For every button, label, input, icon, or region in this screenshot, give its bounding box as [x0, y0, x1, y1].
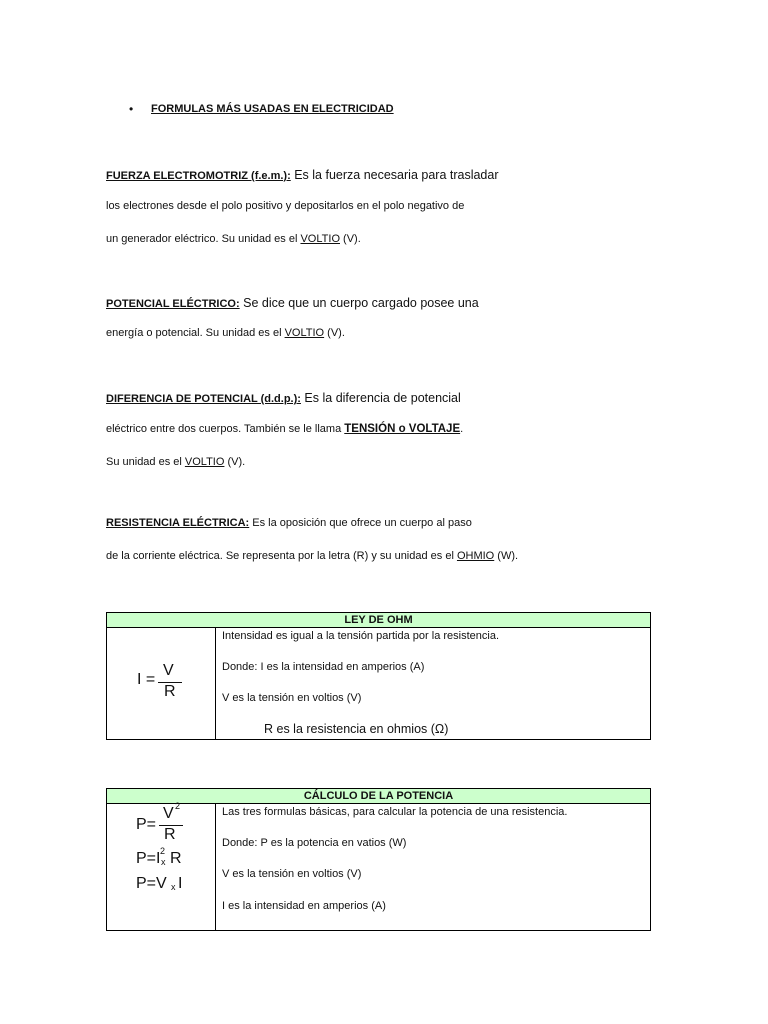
ohm-formula-denominator: R: [164, 683, 176, 700]
fem-paragraph-line1: [106, 166, 499, 184]
ohm-line2: Donde: I es la intensidad en amperios (A): [222, 661, 425, 673]
power-line3: V es la tensión en voltios (V): [222, 868, 362, 880]
ohm-description-cell: [216, 628, 651, 740]
ohm-table-header: LEY DE OHM: [107, 613, 651, 628]
power-f3-times: x: [171, 882, 176, 892]
power-f3-a: P=V: [136, 875, 167, 892]
potencial-line1: Se dice que un cuerpo cargado posee una: [239, 296, 479, 310]
ohm-formula-numerator: V: [163, 662, 174, 679]
page-title: FORMULAS MÁS USADAS EN ELECTRICIDAD: [151, 103, 394, 115]
resistencia-unit: OHMIO: [456, 550, 495, 562]
ddp-line2: eléctrico entre dos cuerpos. También se le llama TENSIÓN o VOLTAJE.: [106, 423, 464, 435]
ddp-term: DIFERENCIA DE POTENCIAL (d.d.p.):: [106, 393, 301, 405]
ohm-line1: Intensidad es igual a la tensión partida por la resistencia.: [222, 630, 500, 642]
ddp-line1: Es la diferencia de potencial: [300, 391, 461, 405]
power-f3-b: I: [178, 875, 183, 892]
fem-term: FUERZA ELECTROMOTRIZ (f.e.m.):: [106, 170, 291, 182]
power-line2: Donde: P es la potencia en vatios (W): [222, 837, 407, 849]
power-f1-numerator: V: [163, 805, 174, 822]
power-description-cell: [216, 804, 651, 931]
ddp-unit: VOLTIO: [184, 456, 225, 468]
ohm-line3: V es la tensión en voltios (V): [222, 692, 362, 704]
power-f2-b: R: [170, 850, 182, 867]
ddp-highlight: TENSIÓN o VOLTAJE: [344, 423, 461, 435]
fem-unit: VOLTIO: [300, 233, 340, 245]
resistencia-term: RESISTENCIA ELÉCTRICA:: [106, 517, 250, 529]
ohm-table: [106, 612, 651, 740]
power-table-header: CÁLCULO DE LA POTENCIA: [107, 789, 651, 804]
power-f1-denominator: R: [164, 826, 176, 843]
resistencia-paragraph-line1: [106, 517, 472, 529]
fem-line1: Es la fuerza necesaria para trasladar: [290, 168, 499, 182]
ohm-line4: R es la resistencia en ohmios (Ω): [264, 722, 449, 736]
power-f2-a: P=I: [136, 850, 161, 867]
potencial-term: POTENCIAL ELÉCTRICO:: [106, 298, 240, 310]
power-formula-cell: [107, 801, 216, 931]
potencial-unit: VOLTIO: [284, 327, 325, 339]
power-f2-exponent: 2: [160, 846, 166, 856]
potencial-line2: energía o potencial. Su unidad es el VOLTIO (V).: [106, 327, 345, 339]
ohm-formula-lhs: I =: [137, 671, 156, 688]
resistencia-line1: Es la oposición que ofrece un cuerpo al paso: [249, 517, 472, 529]
potencial-paragraph-line1: [106, 294, 479, 312]
power-f2-times: x: [161, 857, 166, 867]
fem-line2: los electrones desde el polo positivo y depositarlos en el polo negativo de: [106, 200, 465, 212]
power-line1: Las tres formulas básicas, para calcular la potencia de una resistencia.: [222, 806, 568, 818]
bullet-icon: •: [129, 102, 134, 116]
power-table: [106, 788, 651, 931]
fem-line3: un generador eléctrico. Su unidad es el VOLTIO (V).: [106, 233, 361, 245]
resistencia-line2: de la corriente eléctrica. Se representa por la letra (R) y su unidad es el OHMIO (W).: [106, 550, 519, 562]
ddp-line3: Su unidad es el VOLTIO (V).: [106, 456, 246, 468]
ddp-paragraph-line1: [106, 389, 461, 407]
ohm-formula-cell: [107, 628, 216, 740]
power-f1-exponent: 2: [175, 801, 181, 811]
power-line4: I es la intensidad en amperios (A): [222, 900, 386, 912]
power-f1-lhs: P=: [136, 816, 157, 833]
